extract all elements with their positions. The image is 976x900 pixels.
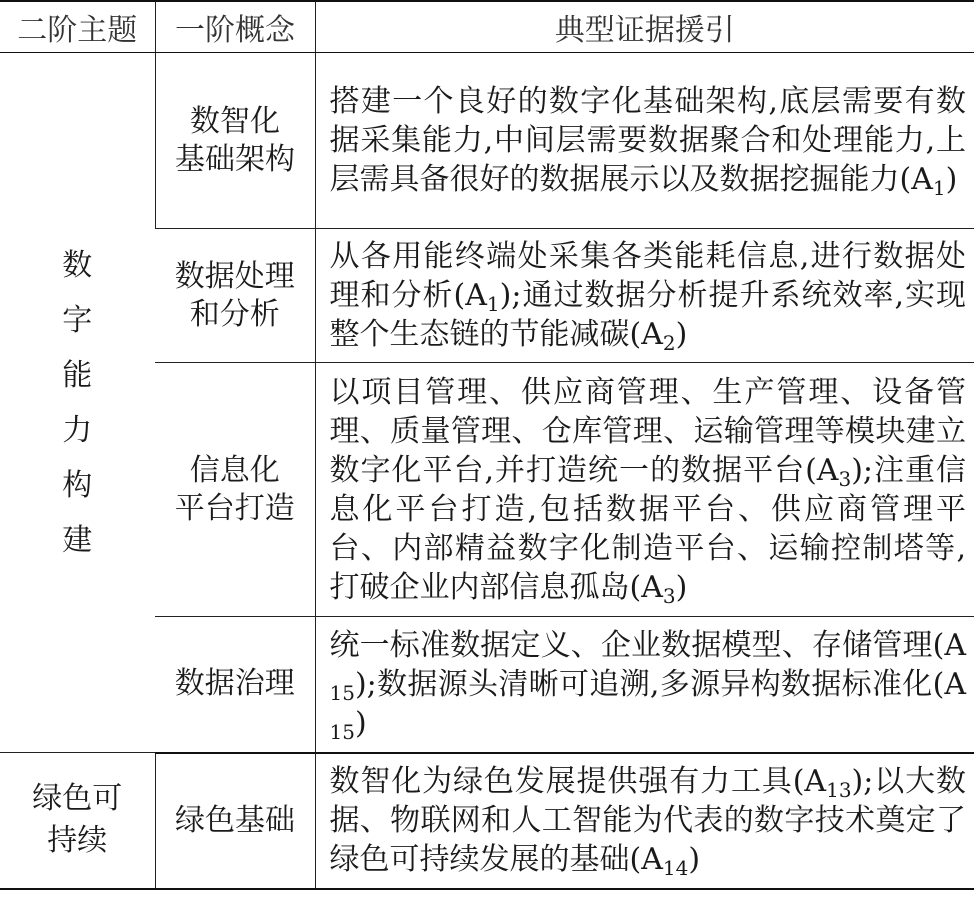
concept-cell bbox=[155, 229, 315, 363]
header-second-order-theme: 二阶主题 bbox=[0, 1, 155, 53]
concept-line: 绿色基础 bbox=[175, 802, 295, 838]
concept-cell bbox=[155, 753, 315, 889]
concept-cell bbox=[155, 617, 315, 753]
concept-line: 基础架构 bbox=[175, 141, 295, 177]
header-first-order-concept: 一阶概念 bbox=[155, 1, 315, 53]
evidence-text: ) bbox=[688, 842, 701, 877]
concept-line: 信息化 bbox=[189, 452, 280, 488]
evidence-sub: 3 bbox=[662, 583, 676, 608]
evidence-text: ) bbox=[354, 705, 367, 741]
concept-line: 和分析 bbox=[189, 296, 280, 332]
evidence-text: 搭建一个良好的数字化基础架构,底层需要有数据采集能力,中间层需要数据聚合和处理能力,上层需具备很好的数据展示以及数据挖掘能力(A bbox=[329, 84, 966, 197]
evidence-text: ) bbox=[945, 162, 958, 197]
evidence-sub: 1 bbox=[486, 292, 500, 316]
evidence-text: ) bbox=[675, 569, 688, 605]
theme-label: 绿色可持续 bbox=[32, 781, 123, 859]
evidence-text: );以大数据、物联网和人工智能为代表的数字技术奠定了绿色可持续发展的基础(A bbox=[329, 764, 967, 877]
concept-line: 平台打造 bbox=[174, 490, 295, 526]
header-evidence: 典型证据援引 bbox=[315, 1, 974, 53]
table-header-row bbox=[0, 1, 974, 53]
table-row bbox=[0, 753, 974, 889]
evidence-text: 数智化为绿色发展提供强有力工具(A bbox=[329, 764, 827, 799]
evidence-sub: 15 bbox=[329, 719, 355, 744]
theme-cell-digital-capability bbox=[0, 53, 155, 753]
table-body bbox=[0, 53, 974, 889]
evidence-text: 统一标准数据定义、企业数据模型、存储管理(A bbox=[329, 627, 966, 663]
evidence-sub: 3 bbox=[838, 466, 852, 491]
table-row bbox=[0, 53, 974, 229]
theme-cell-green-sustainable bbox=[0, 753, 155, 889]
evidence-sub: 15 bbox=[329, 680, 355, 705]
evidence-sub: 14 bbox=[662, 856, 689, 880]
concept-line: 数据处理 bbox=[174, 258, 295, 294]
concept-cell bbox=[155, 363, 315, 617]
evidence-text: 从各用能终端处采集各类能耗信息,进行数据处理和分析(A bbox=[329, 239, 966, 313]
evidence-cell bbox=[315, 363, 974, 617]
evidence-cell bbox=[315, 753, 974, 889]
evidence-text: 以项目管理、供应商管理、生产管理、设备管理、质量管理、仓库管理、运输管理等模块建立数字化平台,并打造统一的数据平台(A bbox=[329, 374, 966, 488]
evidence-text: ) bbox=[675, 317, 688, 352]
evidence-sub: 2 bbox=[662, 331, 676, 355]
concept-line: 数据治理 bbox=[174, 666, 295, 702]
evidence-sub: 1 bbox=[932, 176, 946, 200]
concept-cell bbox=[155, 53, 315, 229]
theme-label: 数字能力构建 bbox=[62, 247, 93, 558]
evidence-text: );通过数据分析提升系统效率,实现整个生态链的节能减碳(A bbox=[329, 278, 966, 352]
evidence-sub: 13 bbox=[826, 778, 852, 802]
evidence-text: );数据源头清晰可追溯,多源异构数据标准化(A bbox=[354, 666, 966, 702]
evidence-text: );注重信息化平台打造,包括数据平台、供应商管理平台、内部精益数字化制造平台、运输控制塔等,打破企业内部信息孤岛(A bbox=[329, 452, 967, 605]
evidence-cell bbox=[315, 229, 974, 363]
concept-line: 数智化 bbox=[190, 103, 280, 139]
evidence-cell bbox=[315, 53, 974, 229]
evidence-cell bbox=[315, 617, 974, 753]
